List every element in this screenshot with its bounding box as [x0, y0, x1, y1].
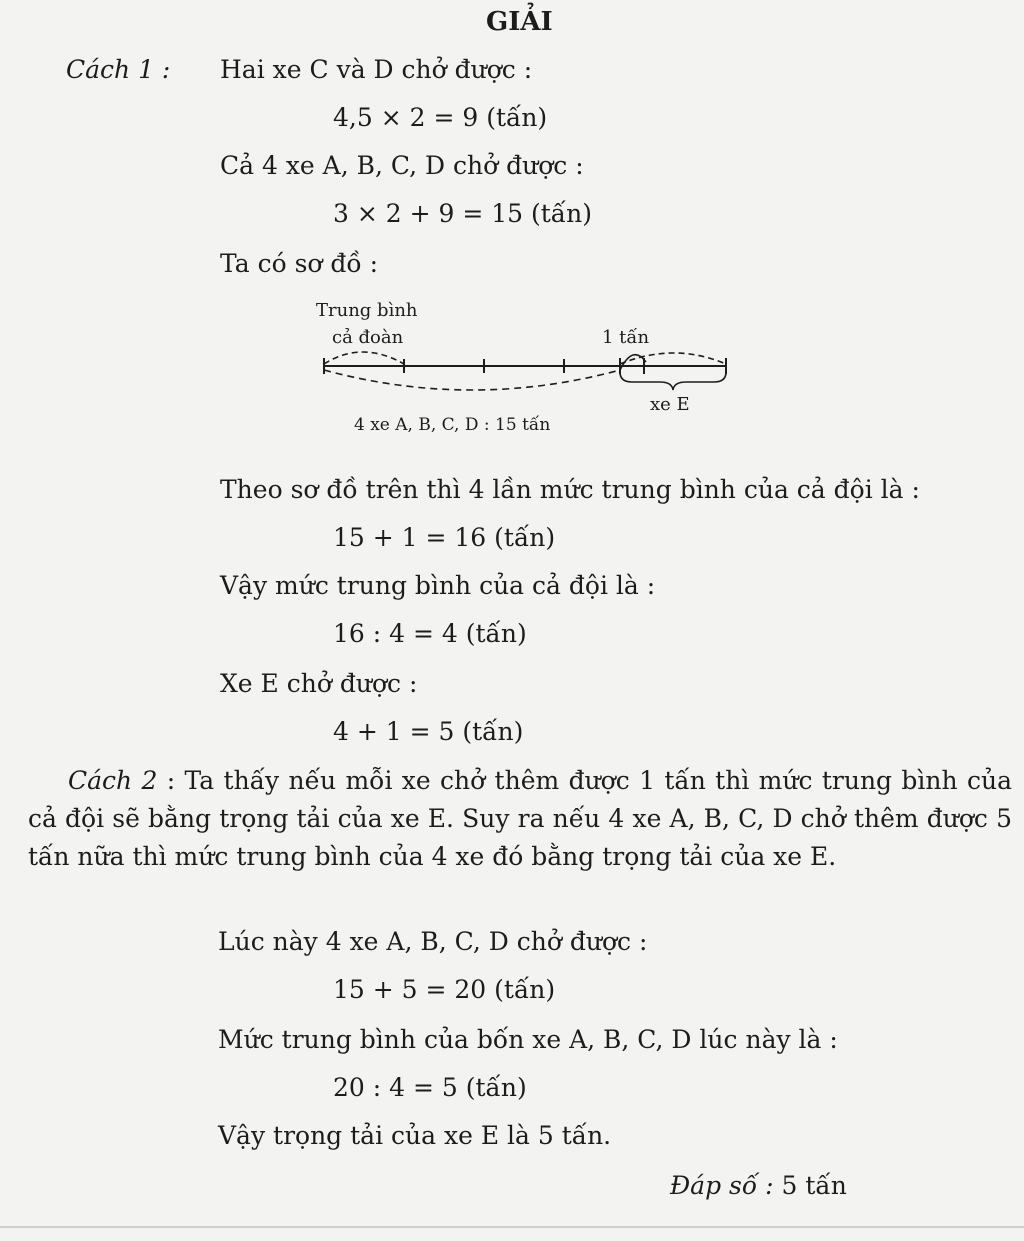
method1-line: Theo sơ đồ trên thì 4 lần mức trung bình của cả đội là :: [220, 475, 920, 504]
average-arc: [324, 352, 404, 364]
method1-line: Hai xe C và D chở được :: [220, 55, 533, 84]
diagram-label-bottom: 4 xe A, B, C, D : 15 tấn: [354, 415, 551, 435]
method1-label: Cách 1 :: [66, 55, 171, 84]
xe-e-brace: [620, 372, 726, 390]
method2-equation: 15 + 5 = 20 (tấn): [333, 975, 556, 1004]
method2-conclusion: Vậy trọng tải của xe E là 5 tấn.: [218, 1121, 612, 1150]
method1-line: Cả 4 xe A, B, C, D chở được :: [220, 151, 584, 180]
diagram-label-average-line2: cả đoàn: [332, 327, 404, 348]
method1-equation: 4 + 1 = 5 (tấn): [333, 717, 524, 746]
method2-paragraph: [28, 762, 1012, 876]
method1-line: Vậy mức trung bình của cả đội là :: [220, 571, 656, 600]
method2-equation: 20 : 4 = 5 (tấn): [333, 1073, 527, 1102]
diagram-label-xe-e: xe E: [650, 394, 690, 415]
answer-label: Đáp số :: [670, 1171, 774, 1200]
answer-value: 5 tấn: [781, 1171, 847, 1200]
diagram-label-one-ton: 1 tấn: [602, 327, 650, 348]
page-title: GIẢI: [486, 7, 553, 37]
answer: [670, 1170, 847, 1202]
method2-line: Mức trung bình của bốn xe A, B, C, D lúc này là :: [218, 1025, 838, 1054]
method1-equation: 3 × 2 + 9 = 15 (tấn): [333, 199, 592, 228]
method2-line: Lúc này 4 xe A, B, C, D chở được :: [218, 927, 648, 956]
four-cars-arc: [324, 370, 620, 390]
method1-equation: 15 + 1 = 16 (tấn): [333, 523, 556, 552]
diagram-label-average-line1: Trung bình: [316, 300, 418, 321]
bottom-divider: [0, 1226, 1024, 1228]
segment-diagram: [300, 292, 760, 442]
method2-label: Cách 2: [68, 766, 158, 795]
method1-line: Ta có sơ đồ :: [220, 249, 379, 278]
method1-line: Xe E chở được :: [220, 669, 418, 698]
method2-intro: : Ta thấy nếu mỗi xe chở thêm được 1 tấn thì mức trung bình của cả đội sẽ bằng trọng tải của xe E. Suy ra nếu 4 xe A, B, C, D chở thêm được 5 tấn nữa thì mức trung bình của 4 xe đó bằng trọng tải của xe E.: [28, 766, 1012, 871]
method1-equation: 16 : 4 = 4 (tấn): [333, 619, 527, 648]
method1-equation: 4,5 × 2 = 9 (tấn): [333, 103, 548, 132]
